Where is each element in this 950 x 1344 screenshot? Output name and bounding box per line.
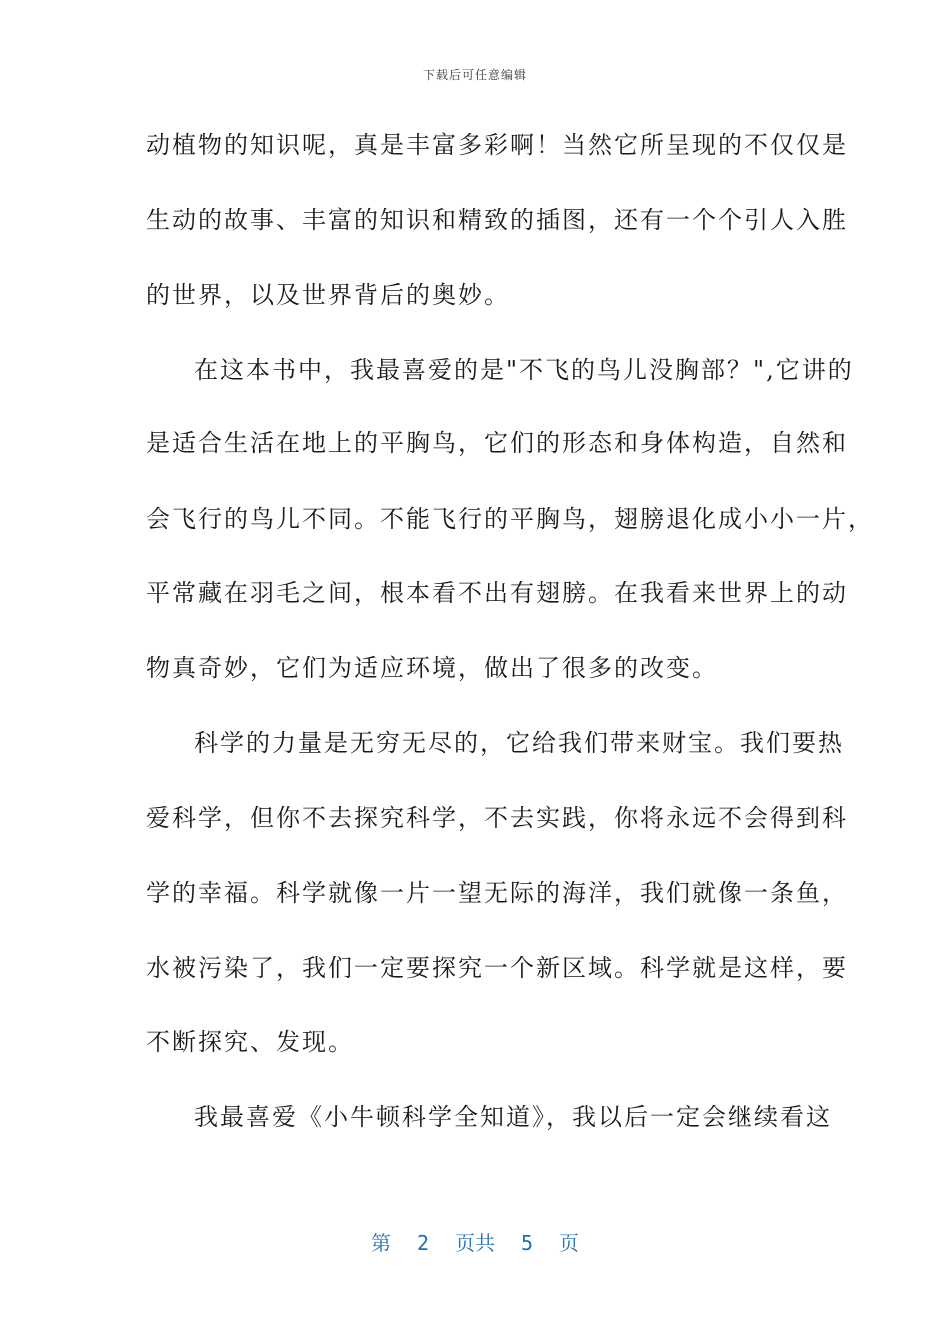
text-line: 会飞行的鸟儿不同。不能飞行的平胸鸟，翅膀退化成小小一片， <box>146 505 874 533</box>
text-line: 爱科学，但你不去探究科学，不去实践，你将永远不会得到科 <box>146 804 848 832</box>
footer-suffix: 页 <box>559 1231 580 1255</box>
text-line: 平常藏在羽毛之间，根本看不出有翅膀。在我看来世界上的动 <box>146 579 848 607</box>
page-header: 下载后可任意编辑 <box>422 68 527 82</box>
text-line: 动植物的知识呢，真是丰富多彩啊！当然它所呈现的不仅仅是 <box>146 131 848 159</box>
text-line: 的世界，以及世界背后的奥妙。 <box>146 281 510 309</box>
footer-middle: 页共 <box>455 1231 495 1255</box>
text-line: 学的幸福。科学就像一片一望无际的海洋，我们就像一条鱼， <box>146 879 848 907</box>
text-line: 生动的故事、丰富的知识和精致的插图，还有一个个引人入胜 <box>146 206 848 234</box>
page-footer <box>0 1227 950 1256</box>
footer-prefix: 第 <box>370 1231 391 1255</box>
text-line: 物真奇妙，它们为适应环境，做出了很多的改变。 <box>146 654 718 682</box>
text-line: 是适合生活在地上的平胸鸟，它们的形态和身体构造，自然和 <box>146 429 848 457</box>
footer-total-pages: 5 <box>521 1231 534 1255</box>
text-line: 在这本书中，我最喜爱的是"不飞的鸟儿没胸部？",它讲的 <box>194 356 854 384</box>
text-line: 我最喜爱《小牛顿科学全知道》，我以后一定会继续看这 <box>194 1103 832 1131</box>
text-line: 不断探究、发现。 <box>146 1028 354 1056</box>
text-line: 水被污染了，我们一定要探究一个新区域。科学就是这样，要 <box>146 954 848 982</box>
footer-page-number: 2 <box>416 1231 429 1255</box>
text-line: 科学的力量是无穷无尽的，它给我们带来财宝。我们要热 <box>194 729 844 757</box>
